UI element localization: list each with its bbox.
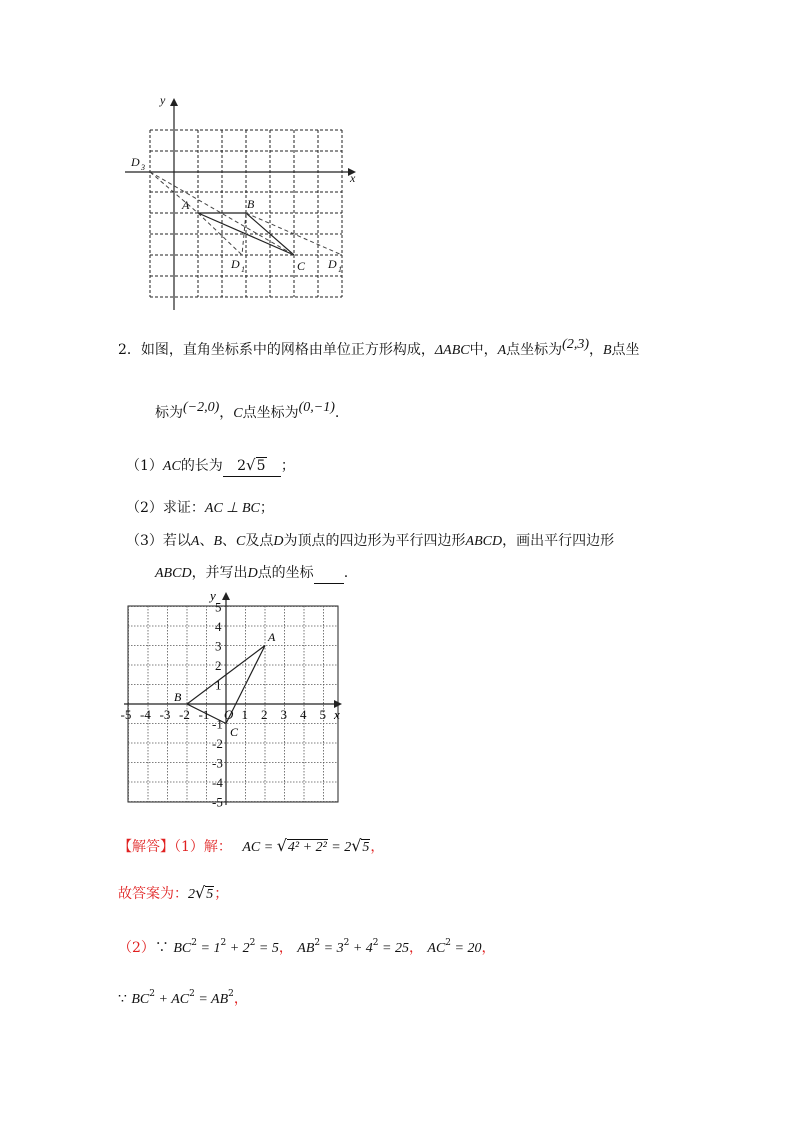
plus-ac: + AC [155, 992, 190, 1007]
line-end: . [334, 405, 340, 421]
solution-line-3 [118, 933, 495, 959]
figure-1-point-c-label: C [297, 259, 306, 273]
ac: AC [427, 941, 446, 956]
figure-1-y-arrow [170, 98, 178, 106]
y-tick-label: -5 [212, 794, 223, 810]
x-tick-label: 3 [280, 707, 287, 722]
solution-eq: = 2 [327, 840, 352, 855]
square: 2 [220, 938, 227, 948]
square: 2 [372, 938, 379, 948]
question-3-text: 为顶点的四边形为平行四边形 [283, 533, 466, 549]
figure-2-y-label: y [210, 588, 216, 603]
question-3-answer-blank [314, 563, 344, 584]
sqrt-symbol: √ [195, 883, 206, 902]
line-end: ， [481, 940, 496, 956]
solution-radicand-2: 5 [362, 840, 370, 855]
separator: 、 [222, 533, 237, 549]
x-tick-label: O [224, 707, 234, 722]
solution-ac-eq: AC = [242, 840, 277, 855]
solution-answer-line [118, 883, 228, 905]
question-2-statement: AC ⊥ BC [204, 501, 260, 516]
figure-1-point-a-label: A [182, 198, 190, 212]
point-b: B [213, 534, 223, 549]
question-3-text-2: ，画出平行四边形 [502, 533, 615, 549]
answer-label: 故答案为： [118, 886, 188, 902]
ab: AB [297, 941, 315, 956]
answer-radicand: 5 [256, 458, 266, 474]
figure-1-point-d2-label: D [328, 257, 337, 271]
square: 2 [343, 938, 350, 948]
point-c-coord: (0,−1) [298, 400, 335, 415]
point-b-coord: (−2,0) [183, 400, 220, 415]
x-tick-label: 5 [319, 707, 326, 722]
question-2-prefix: （2）求证： [126, 500, 205, 516]
y-tick-label: -4 [212, 775, 223, 790]
point-a-coord: (2,3) [562, 337, 589, 352]
bc: BC [131, 992, 150, 1007]
eq-20: = 20 [451, 941, 482, 956]
x-tick-label: -2 [179, 707, 190, 722]
y-tick-label: -3 [212, 755, 223, 771]
separator: 、 [199, 533, 214, 549]
square: 2 [149, 989, 155, 999]
figure-2-point-c-label: C [230, 725, 239, 739]
eq-5: = 5 [255, 941, 279, 956]
question-3-line-2 [155, 563, 348, 584]
plus-4: + 4 [349, 941, 373, 956]
x-tick-label: 4 [300, 707, 307, 722]
solution-part-1: （1）解： [174, 839, 232, 855]
plus: + 2 [226, 941, 250, 956]
eq: = 1 [197, 941, 221, 956]
figure-1-y-label: y [160, 93, 166, 107]
answer-end: ； [214, 886, 229, 902]
sqrt-symbol: √ [276, 836, 287, 855]
figure-1-point-d3-sub: 3 [141, 163, 145, 172]
figure-2-x-label: x [334, 707, 340, 722]
square: 2 [228, 989, 234, 999]
separator: ， [278, 940, 293, 956]
y-tick-label: 1 [215, 677, 222, 693]
solution-line-4 [118, 984, 248, 1010]
figure-2-point-b-label: B [174, 690, 182, 704]
line-end: ， [233, 991, 248, 1007]
y-tick-label: 5 [215, 599, 222, 615]
separator: ， [588, 342, 603, 358]
question-3-line-2-text-2: 点的坐标 [257, 565, 314, 581]
problem-intro: 如图，直角坐标系中的网格由单位正方形构成， [140, 342, 435, 358]
problem-intro-2: 中， [469, 342, 498, 358]
sqrt-symbol: √ [246, 456, 256, 474]
answer-radicand: 5 [206, 887, 214, 902]
figure-1-point-b-label: B [247, 197, 255, 211]
answer-coef: 2 [237, 458, 247, 474]
figure-1-point-d2-sub: 1 [338, 265, 342, 274]
because-symbol: ∵ [154, 940, 169, 956]
eq-ab: = AB [194, 992, 229, 1007]
figure-1-point-d1-sub: 1 [241, 265, 245, 274]
question-2-end: ； [259, 500, 274, 516]
x-tick-label: -5 [120, 707, 132, 722]
figure-1-x-label: x [350, 171, 356, 185]
sqrt-symbol: √ [351, 836, 362, 855]
point-a-label: A [497, 343, 507, 358]
x-tick-label: -3 [159, 707, 171, 722]
question-3-prefix: （3）若以 [126, 533, 191, 549]
eq-3: = 3 [320, 941, 344, 956]
point-d: D [273, 534, 284, 549]
square: 2 [191, 938, 197, 948]
point-c-label: C [233, 406, 243, 421]
point-c-text: 点坐标为 [242, 405, 299, 421]
point-b-text: 点坐 [611, 342, 640, 358]
question-3-mid: 及点 [245, 533, 274, 549]
figure-1-grid-diagram [118, 90, 368, 315]
separator: ， [408, 940, 423, 956]
x-tick-label: -1 [198, 707, 210, 722]
separator: ， [219, 405, 234, 421]
question-1-end: ； [280, 458, 295, 474]
question-1 [126, 455, 295, 477]
parallelogram-abcd: ABCD [465, 534, 503, 549]
square: 2 [249, 938, 256, 948]
figure-1-point-d1-label: D [231, 257, 240, 271]
solution-tag: 【解答】 [118, 839, 174, 855]
y-tick-label: 3 [215, 638, 222, 654]
problem-line-1 [118, 337, 640, 361]
bc: BC [173, 941, 192, 956]
x-tick-label: 1 [241, 707, 248, 722]
question-3-end: . [343, 565, 349, 581]
figure-2-coordinate-grid [115, 585, 355, 810]
eq-25: = 25 [378, 941, 409, 956]
figure-2-y-arrow [222, 592, 230, 600]
square: 2 [314, 938, 321, 948]
question-3-line-2-text: ，并写出 [191, 565, 248, 581]
point-b-text-2: 标为 [155, 405, 183, 421]
point-d: D [247, 566, 258, 581]
y-tick-label: 2 [215, 658, 222, 673]
solution-line-1 [118, 836, 384, 858]
segment-ac: AC [162, 459, 181, 474]
question-1-text: 的长为 [180, 458, 223, 474]
parallelogram-abcd: ABCD [155, 566, 192, 581]
solution-end: ， [370, 839, 385, 855]
square: 2 [445, 938, 452, 948]
figure-2-point-a-label: A [268, 630, 276, 644]
point-a: A [190, 534, 200, 549]
square: 2 [189, 989, 195, 999]
figure-1-point-d3-label: D [131, 155, 140, 169]
triangle-abc: ΔABC [434, 343, 470, 358]
x-tick-label: -4 [140, 707, 151, 722]
point-a-text: 点坐标为 [506, 342, 563, 358]
because-symbol: ∵ [118, 991, 127, 1007]
question-1-prefix: （1） [126, 458, 163, 474]
question-3-line-1 [126, 531, 614, 552]
problem-line-2 [155, 400, 340, 424]
solution-radicand: 4² + 2² [287, 840, 327, 855]
solution-part-2: （2） [118, 940, 155, 956]
x-tick-label: 2 [261, 707, 268, 722]
answer-coef: 2 [188, 887, 195, 902]
y-tick-label: 4 [215, 619, 222, 634]
y-tick-label: -2 [212, 736, 223, 751]
question-2 [126, 498, 274, 519]
problem-number: 2． [118, 342, 141, 358]
point-b-label: B [602, 343, 612, 358]
question-1-answer-blank [223, 455, 281, 477]
y-tick-label: -1 [212, 716, 223, 732]
point-c: C [236, 534, 246, 549]
